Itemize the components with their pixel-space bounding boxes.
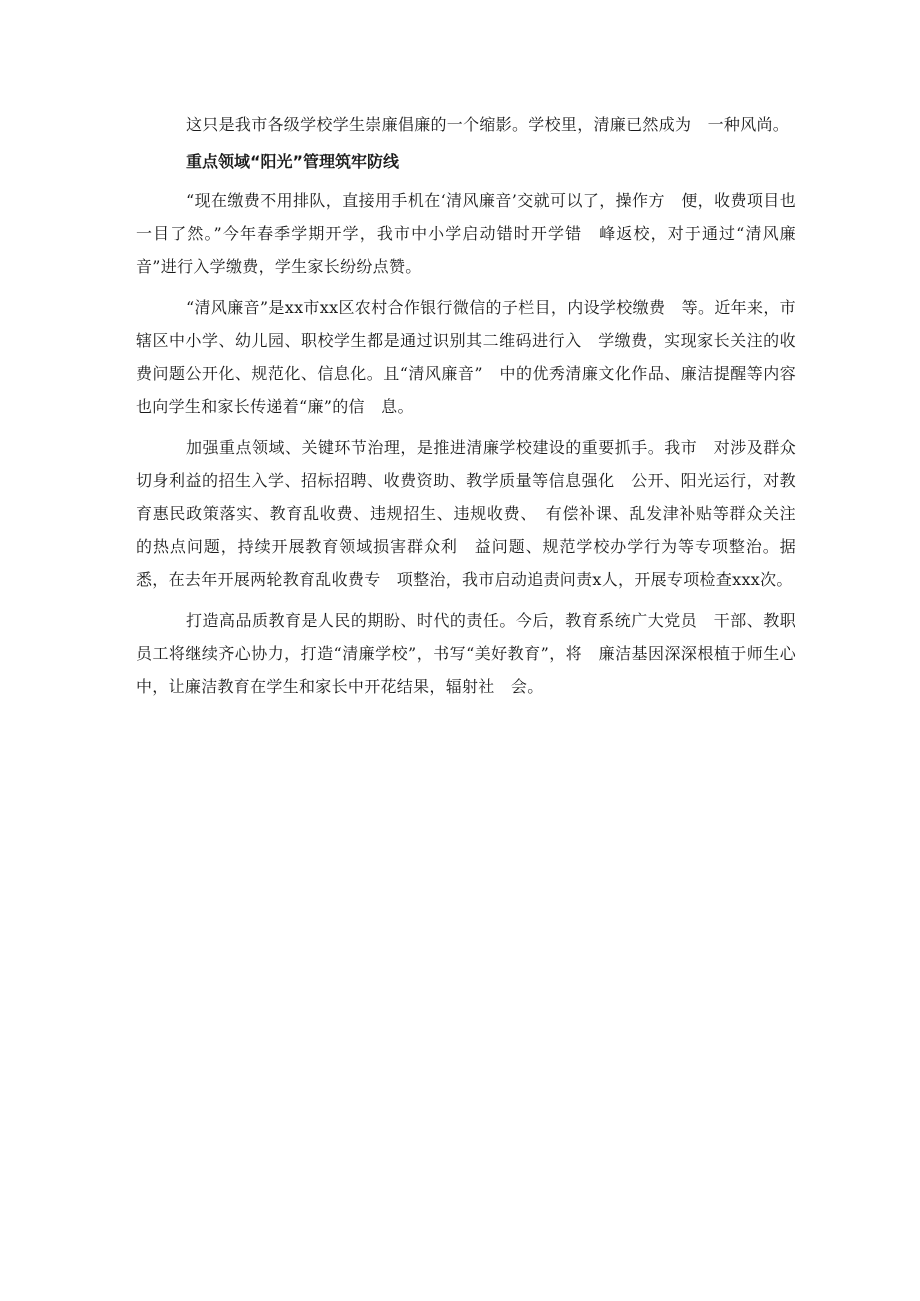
- paragraph-intro: 这只是我市各级学校学生崇廉倡廉的一个缩影。学校里，清廉已然成为 一种风尚。: [186, 115, 790, 134]
- section-heading: 重点领域“阳光”管理筑牢防线: [186, 152, 400, 171]
- document-body: [136, 108, 796, 703]
- paragraph-conclusion: 打造高品质教育是人民的期盼、时代的责任。今后，教育系统广大党员 干部、教职员工将继续齐心协力，打造“清廉学校”，书写“美好教育”，将 廉洁基因深深根植于师生心中，让廉洁教育在学生和家长中开花结果，辐射社 会。: [136, 611, 796, 696]
- paragraph-payment: “现在缴费不用排队，直接用手机在‘清风廉音’交就可以了，操作方 便，收费项目也一目了然。”今年春季学期开学，我市中小学启动错时开学错 峰返校，对于通过“清风廉音”进行入学缴费，学生家长纷纷点赞。: [136, 191, 796, 276]
- paragraph-governance: 加强重点领域、关键环节治理，是推进清廉学校建设的重要抓手。我市 对涉及群众切身利益的招生入学、招标招聘、收费资助、教学质量等信息强化 公开、阳光运行，对教育惠民政策落实、教育乱收费、违规招生、违规收费、 有偿补课、乱发津补贴等群众关注的热点问题，持续开展教育领域损害群众利 益问题、规范学校办学行为等专项整治。据悉，在去年开展两轮教育乱收费专 项整治，我市启动追责问责x人，开展专项检查xxx次。: [136, 438, 796, 589]
- paragraph-qingfeng: “清风廉音”是xx市xx区农村合作银行微信的子栏目，内设学校缴费 等。近年来，市辖区中小学、幼儿园、职校学生都是通过识别其二维码进行入 学缴费，实现家长关注的收费问题公开化、规范化、信息化。且“清风廉音” 中的优秀清廉文化作品、廉洁提醒等内容也向学生和家长传递着“廉”的信 息。: [136, 298, 796, 416]
